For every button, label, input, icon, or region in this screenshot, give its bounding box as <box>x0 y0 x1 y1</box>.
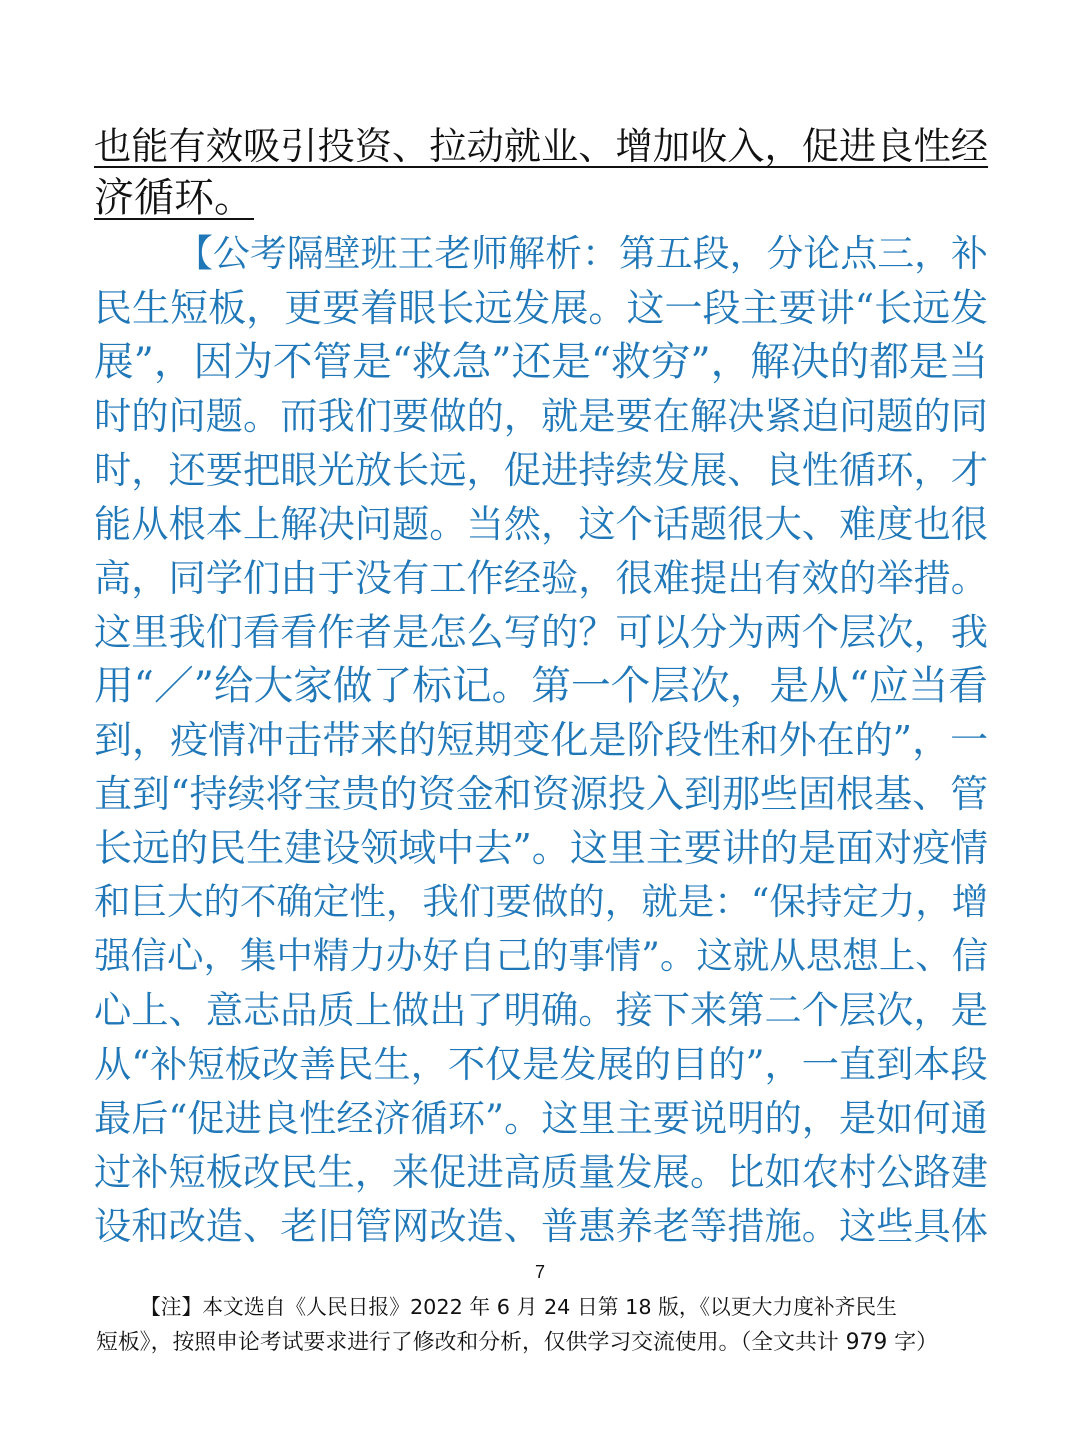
analysis-line: 和巨大的不确定性，我们要做的，就是：“保持定力，增 <box>94 880 989 923</box>
analysis-line: 从“补短板改善民生，不仅是发展的目的”，一直到本段 <box>94 1042 988 1086</box>
quote-line: 也能有效吸引投资、拉动就业、增加收入，促进良性经 <box>94 124 989 168</box>
analysis-line: 过补短板改民生，来促进高质量发展。比如农村公路建 <box>94 1150 989 1194</box>
footnote-line: 短板》，按照申论考试要求进行了修改和分析，仅供学习交流使用。（全文共计 979 字） <box>96 1330 938 1355</box>
analysis-line: 展”，因为不管是“救急”还是“救穷”，解决的都是当 <box>94 339 989 385</box>
analysis-line: 最后“促进良性经济循环”。这里主要说明的，是如何通 <box>94 1096 988 1140</box>
analysis-line: 这里我们看看作者是怎么写的？可以分为两个层次，我 <box>94 610 989 654</box>
analysis-line: 心上、意志品质上做出了明确。接下来第二个层次，是 <box>94 988 989 1032</box>
analysis-line: 时的问题。而我们要做的，就是要在解决紧迫问题的同 <box>94 394 989 438</box>
analysis-line: 民生短板，更要着眼长远发展。这一段主要讲“长远发 <box>94 286 989 330</box>
footnote-line: 【注】本文选自《人民日报》2022 年 6 月 24 日第 18 版，《以更大力度补齐民生 <box>140 1295 897 1319</box>
analysis-line: 长远的民生建设领域中去”。这里主要讲的是面对疫情 <box>94 826 989 870</box>
analysis-line: 能从根本上解决问题。当然，这个话题很大、难度也很 <box>94 502 989 546</box>
quote-line: 济循环。 <box>94 175 254 221</box>
analysis-line: 用“／”给大家做了标记。第一个层次，是从“应当看 <box>94 663 988 709</box>
analysis-line: 强信心，集中精力办好自己的事情”。这就从思想上、信 <box>94 934 989 977</box>
analysis-line: 到，疫情冲击带来的短期变化是阶段性和外在的”，一 <box>94 718 989 762</box>
analysis-line: 【公考隔壁班王老师解析：第五段，分论点三，补 <box>176 232 988 275</box>
analysis-line: 设和改造、老旧管网改造、普惠养老等措施。这些具体 <box>94 1204 989 1248</box>
analysis-line: 直到“持续将宝贵的资金和资源投入到那些固根基、管 <box>94 772 989 816</box>
page-number: 7 <box>534 1262 545 1282</box>
analysis-line: 时，还要把眼光放长远，促进持续发展、良性循环，才 <box>94 448 989 492</box>
analysis-line: 高，同学们由于没有工作经验，很难提出有效的举措。 <box>94 556 989 600</box>
